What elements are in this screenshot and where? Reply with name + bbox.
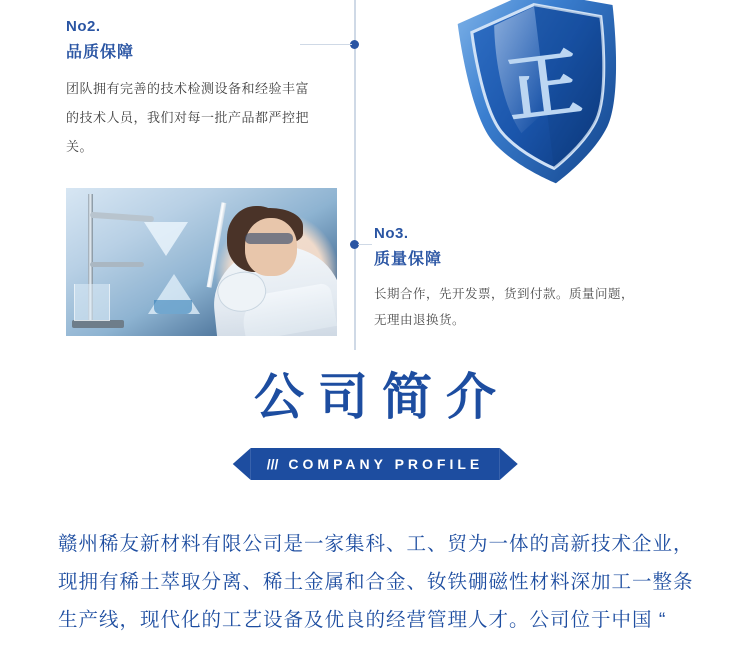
photo-technician-head [245,218,297,276]
company-intro-paragraph: 赣州稀友新材料有限公司是一家集科、工、贸为一体的高新技术企业，现拥有稀土萃取分离、稀土金属和合金、钕铁硼磁性材料深加工一整条生产线，现代化的工艺设备及优良的经营管理人才。公司位于中国 “ [58,533,694,631]
feature-no3-title: 质量保障 [374,251,443,268]
photo-clamp-lower [90,262,144,267]
profile-subtitle-row [0,448,750,482]
photo-beaker [74,284,110,321]
feature-block-no3 [374,225,644,333]
feature-no3-number: No3. [374,225,409,242]
profile-subtitle-text: COMPANY PROFILE [288,456,484,472]
laboratory-photo [66,188,337,336]
feature-no2-number: No2. [66,18,101,35]
page-title: 公司简介 [254,369,510,425]
photo-safety-goggles [245,233,293,244]
profile-subtitle-center [251,448,500,480]
company-profile-heading [0,369,750,482]
feature-no3-body: 长期合作，先开发票，货到付款。质量问题，无理由退换货。 [374,287,635,327]
band-right-arrow [499,448,517,480]
shield-icon [452,0,636,190]
feature-no2-body: 团队拥有完善的技术检测设备和经验丰富的技术人员，我们对每一批产品都严控把关。 [66,81,310,154]
feature-no2-title: 品质保障 [66,44,135,61]
slashes-decoration: /// [266,456,279,472]
timeline-connector-no3 [358,244,372,245]
profile-subtitle-band [233,448,518,480]
photo-stand-base [72,320,124,328]
feature-block-no2 [66,18,316,161]
quality-shield-badge [452,0,636,190]
photo-flask-liquid [154,300,192,314]
photo-funnel [144,222,188,256]
timeline-line [354,0,356,350]
band-left-arrow [233,448,251,480]
shield-glyph: 正 [502,42,586,134]
